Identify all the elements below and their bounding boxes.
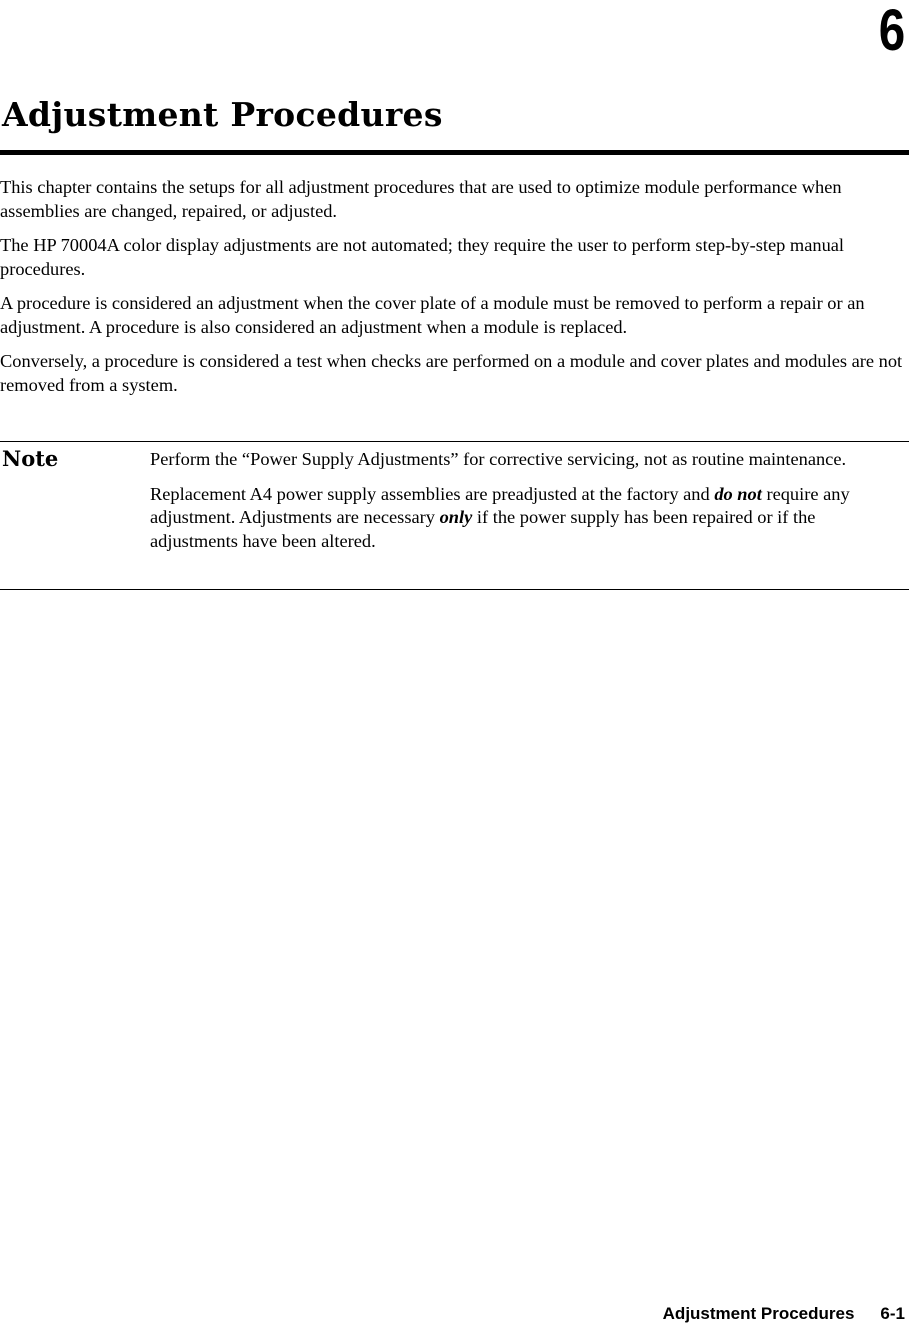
- intro-paragraph-3: A procedure is considered an adjustment when the cover plate of a module must be removed to perform a repair or an adjustment. A procedure is also considered an adjustment when a module is replaced.: [0, 293, 865, 337]
- intro-paragraph-1: This chapter contains the setups for all adjustment procedures that are used to optimize module performance when assemblies are changed, repaired, or adjusted.: [0, 177, 842, 221]
- intro-paragraph-2: The HP 70004A color display adjustments are not automated; they require the user to perform step-by-step manual procedures.: [0, 235, 845, 279]
- note-top-rule: [0, 441, 909, 442]
- note-body: [150, 448, 900, 564]
- emphasis-only: only: [439, 507, 473, 527]
- note-label: Note: [2, 446, 59, 471]
- note-text-segment: Replacement A4 power supply assemblies are preadjusted at the factory and: [150, 483, 715, 504]
- title-rule: [0, 150, 909, 155]
- footer-title: Adjustment Procedures: [662, 1304, 855, 1323]
- note-paragraph-1: Perform the “Power Supply Adjustments” for corrective servicing, not as routine maintenance.: [150, 449, 847, 469]
- note-bottom-rule: [0, 589, 909, 590]
- note-text-segment: require any adjustment. Adjustments are necessary: [150, 483, 850, 527]
- intro-paragraph-4: Conversely, a procedure is considered a test when checks are performed on a module and cover plates and modules are not removed from a system.: [0, 351, 903, 395]
- page-footer: [663, 1305, 905, 1322]
- chapter-title: Adjustment Procedures: [2, 95, 443, 134]
- chapter-intro: [0, 176, 909, 408]
- note-paragraph-2: [150, 483, 900, 554]
- emphasis-do-not: do not: [714, 483, 762, 504]
- chapter-number: 6: [878, 0, 905, 63]
- page-number: 6-1: [880, 1304, 905, 1323]
- note-text-segment: if the power supply has been repaired or if the adjustments have been altered.: [150, 507, 816, 551]
